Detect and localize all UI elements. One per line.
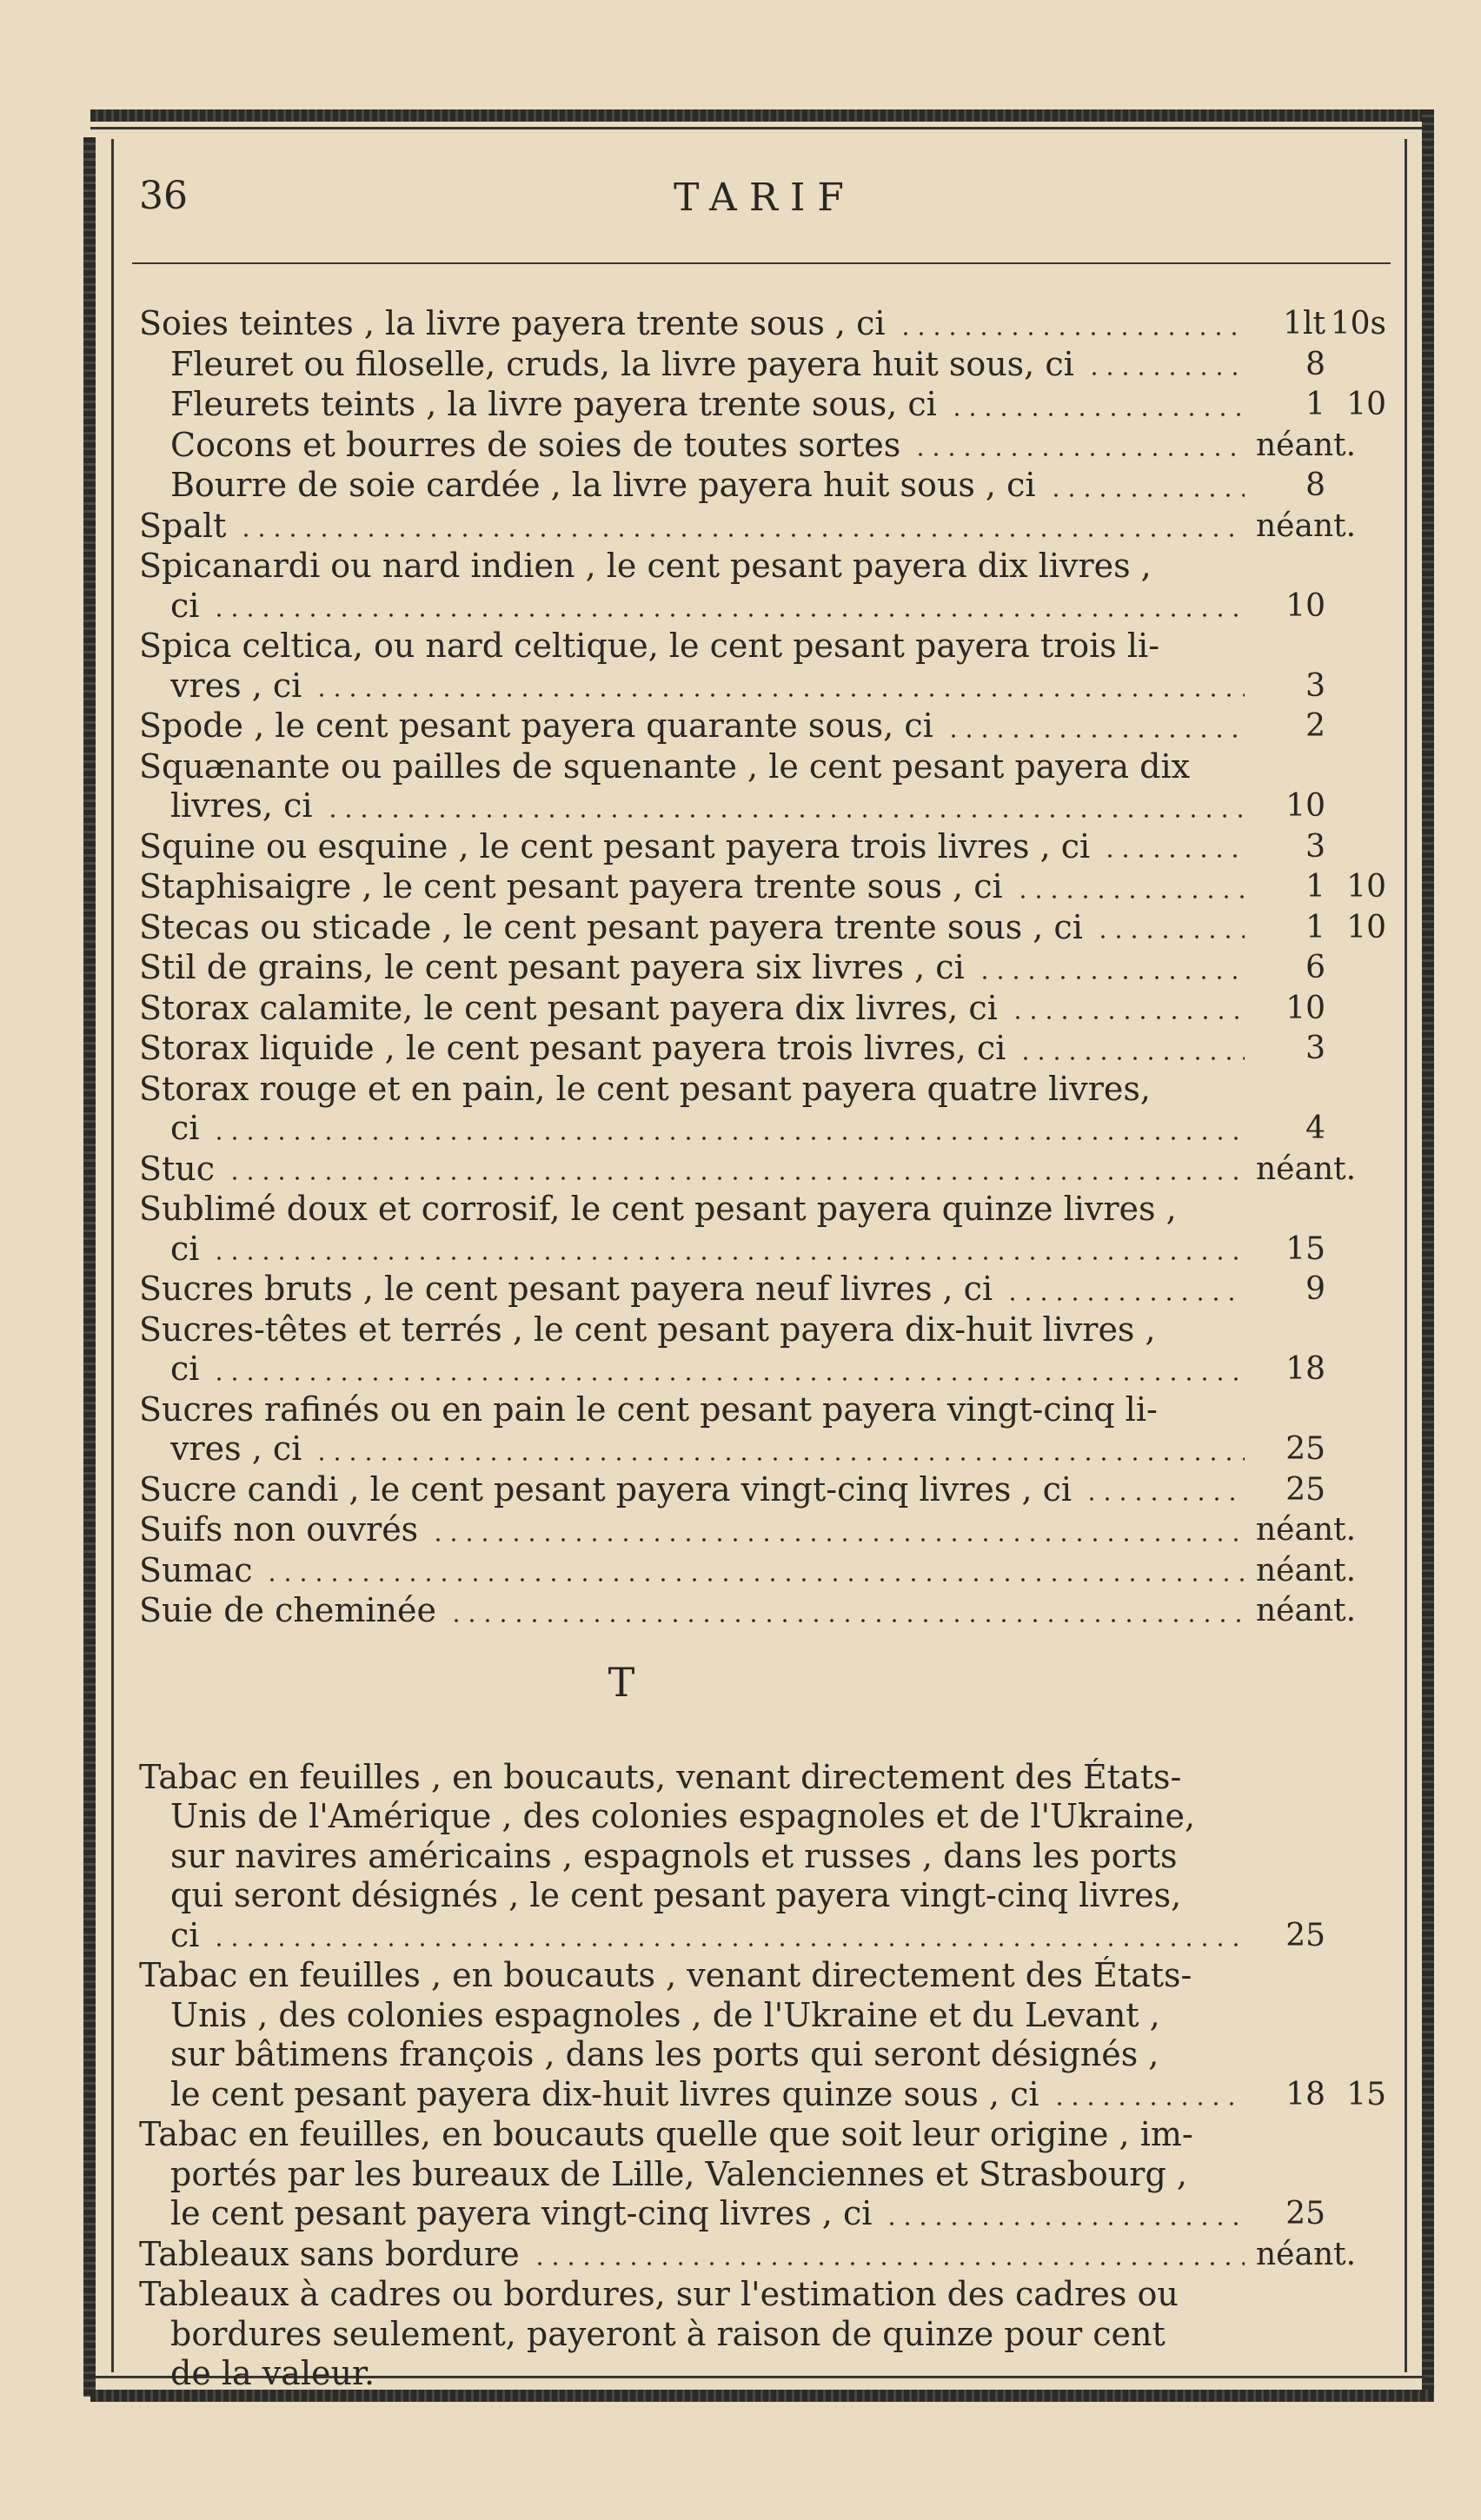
entry-line <box>139 2035 1391 2075</box>
entry-line <box>139 706 1391 746</box>
tariff-entry <box>139 1758 1391 1956</box>
entry-line <box>139 507 1391 547</box>
entry-text: Suifs non ouvrés <box>139 1510 419 1548</box>
rate-livres: 25 <box>1285 1471 1325 1508</box>
tariff-entry <box>139 1510 1391 1550</box>
entry-line <box>139 666 1391 706</box>
tariff-entry <box>139 1390 1391 1469</box>
entry-text: ci <box>170 586 200 625</box>
entry-line <box>139 2354 1391 2394</box>
dot-leader <box>430 1538 1245 1542</box>
entry-rate <box>1256 2075 1395 2115</box>
entry-line <box>139 1270 1391 1310</box>
entry-text: Soies teintes , la livre payera trente sous , ci <box>139 304 886 342</box>
entry-text: vres , ci <box>170 666 302 705</box>
dot-leader <box>884 2222 1245 2225</box>
tariff-entry <box>139 345 1391 385</box>
entry-text: Sublimé doux et corrosif, le cent pesant payera quinze livres , <box>139 1190 1177 1228</box>
dot-leader <box>1010 1016 1245 1019</box>
entry-text: Stuc <box>139 1149 216 1188</box>
entry-line <box>139 426 1391 466</box>
entry-line <box>139 1876 1391 1916</box>
entry-line <box>139 1109 1391 1149</box>
dot-leader <box>227 1177 1245 1180</box>
entry-text: Sucres-têtes et terrés , le cent pesant payera dix-huit livres , <box>139 1310 1156 1349</box>
entry-text: Unis , des colonies espagnoles , de l'Ukraine et du Levant , <box>170 1995 1160 2034</box>
entry-text: Suie de cheminée <box>139 1591 436 1629</box>
entry-text: Staphisaigre , le cent pesant payera trente sous , ci <box>139 867 1003 905</box>
rate-livres: 3 <box>1305 828 1325 865</box>
tariff-entries <box>139 304 1391 2395</box>
dot-leader <box>211 1377 1245 1381</box>
tariff-entry <box>139 2235 1391 2275</box>
tariff-entry <box>139 1270 1391 1310</box>
rate-livres: 9 <box>1305 1271 1325 1307</box>
entry-rate <box>1256 948 1395 988</box>
entry-line <box>139 1956 1391 1996</box>
rate-sous: 10 <box>1346 869 1386 905</box>
entry-rate <box>1256 908 1395 948</box>
entry-line <box>139 547 1391 587</box>
entry-text: Sucres rafinés ou en pain le cent pesant payera vingt-cinq li- <box>139 1389 1158 1429</box>
entry-text: sur navires américains , espagnols et russes , dans les ports <box>170 1836 1178 1875</box>
entry-text: portés par les bureaux de Lille, Valenciennes et Strasbourg , <box>170 2154 1187 2193</box>
dot-leader <box>949 413 1245 416</box>
entry-rate <box>1256 706 1395 746</box>
tariff-entry <box>139 1029 1391 1069</box>
entry-line <box>139 1150 1391 1190</box>
entry-rate <box>1256 2235 1395 2275</box>
border-rule-right-inner <box>1405 139 1407 2372</box>
entry-line <box>139 989 1391 1029</box>
entry-text: de la valeur. <box>170 2354 375 2392</box>
tariff-entry <box>139 2115 1391 2234</box>
entry-line <box>139 1350 1391 1389</box>
entry-rate <box>1256 345 1395 385</box>
entry-text: Unis de l'Amérique , des colonies espagnoles et de l'Ukraine, <box>170 1797 1196 1835</box>
rate-livres: 8 <box>1305 468 1325 503</box>
dot-leader <box>898 332 1245 335</box>
entry-rate <box>1256 1270 1395 1310</box>
entry-text: livres, ci <box>170 786 313 825</box>
entry-line <box>139 627 1391 666</box>
entry-line <box>139 1916 1391 1956</box>
entry-rate <box>1256 666 1395 706</box>
entry-rate <box>1256 1470 1395 1510</box>
dot-leader <box>238 534 1245 537</box>
dot-leader <box>211 1257 1245 1260</box>
entry-line <box>139 587 1391 627</box>
rate-livres: 3 <box>1305 1031 1325 1066</box>
tariff-entry <box>139 989 1391 1029</box>
entry-line <box>139 908 1391 948</box>
tariff-entry <box>139 1956 1391 2114</box>
entry-rate <box>1256 989 1395 1029</box>
entry-text: Spalt <box>139 506 227 545</box>
entry-text: Fleurets teints , la livre payera trente sous, ci <box>170 385 937 423</box>
entry-text: Bourre de soie cardée , la livre payera huit sous , ci <box>170 466 1036 504</box>
tariff-entry <box>139 547 1391 626</box>
rate-livres: 18 <box>1285 1351 1325 1387</box>
tariff-entry <box>139 827 1391 867</box>
dot-leader <box>1084 1497 1245 1501</box>
dot-leader <box>1048 494 1245 497</box>
rate-livres: 3 <box>1305 667 1325 704</box>
entry-text: qui seront désignés , le cent pesant payera vingt-cinq livres, <box>170 1876 1182 1914</box>
entry-text: le cent pesant payera vingt-cinq livres , ci <box>170 2194 873 2232</box>
tariff-entry <box>139 304 1391 344</box>
entry-rate <box>1256 587 1395 627</box>
entry-line <box>139 466 1391 506</box>
entry-text: sur bâtimens françois , dans les ports qui seront désignés , <box>170 2035 1159 2073</box>
section-letter-heading: T <box>608 1658 635 1706</box>
tariff-entry <box>139 948 1391 988</box>
entry-rate <box>1256 426 1395 466</box>
dot-leader <box>448 1619 1245 1622</box>
entry-text: Fleuret ou filoselle, cruds, la livre payera huit sous, ci <box>170 344 1074 383</box>
tariff-entry <box>139 385 1391 425</box>
tariff-entry <box>139 867 1391 907</box>
entry-line <box>139 1510 1391 1550</box>
rate-livres: 10 <box>1285 788 1325 824</box>
dot-leader <box>1015 895 1245 899</box>
entry-line <box>139 1230 1391 1270</box>
entry-line <box>139 827 1391 867</box>
entry-line <box>139 2115 1391 2155</box>
rate-livres: 25 <box>1285 2196 1325 2232</box>
dot-leader <box>211 1137 1245 1140</box>
entry-line <box>139 1029 1391 1069</box>
ornamental-border-top <box>90 109 1434 122</box>
rate-sous: 15 <box>1346 2076 1386 2112</box>
border-rule-left-inner <box>111 139 114 2372</box>
entry-line <box>139 1551 1391 1591</box>
entry-line <box>139 385 1391 425</box>
dot-leader <box>211 1943 1245 1946</box>
rate-livres: néant. <box>1256 427 1357 463</box>
entry-rate <box>1256 1350 1395 1389</box>
entry-line <box>139 786 1391 826</box>
tariff-entry <box>139 1591 1391 1631</box>
tariff-entry <box>139 466 1391 506</box>
entry-line <box>139 2194 1391 2234</box>
rate-livres: 1 <box>1305 387 1325 422</box>
dot-leader <box>977 976 1245 979</box>
entry-line <box>139 2155 1391 2195</box>
dot-leader <box>1005 1297 1245 1301</box>
entry-rate <box>1256 786 1395 826</box>
border-rule-top-inner <box>90 127 1434 129</box>
tariff-entry <box>139 1150 1391 1190</box>
rate-livres: 6 <box>1305 950 1325 985</box>
entry-text: le cent pesant payera dix-huit livres quinze sous , ci <box>170 2074 1039 2113</box>
entry-text: Cocons et bourres de soies de toutes sortes <box>170 425 901 464</box>
entry-rate <box>1256 1029 1395 1069</box>
entry-line <box>139 2275 1391 2315</box>
entry-text: vres , ci <box>170 1429 302 1468</box>
dot-leader <box>1095 935 1245 938</box>
rate-livres: 18 <box>1285 2076 1325 2112</box>
entry-line <box>139 1758 1391 1798</box>
rate-sous: 10 <box>1346 387 1386 422</box>
rate-livres: 8 <box>1305 346 1325 382</box>
entry-line <box>139 1797 1391 1837</box>
entry-text: Sucre candi , le cent pesant payera vingt-cinq livres , ci <box>139 1469 1073 1509</box>
entry-text: Tabac en feuilles , en boucauts , venant directement des États- <box>139 1956 1192 1994</box>
entry-rate <box>1256 1429 1395 1469</box>
entry-text: Tabac en feuilles , en boucauts, venant directement des États- <box>139 1757 1182 1796</box>
tariff-entry <box>139 627 1391 706</box>
entry-text: Squine ou esquine , le cent pesant payera trois livres , ci <box>139 826 1091 865</box>
dot-leader <box>1052 2102 1245 2106</box>
entry-text: ci <box>170 1915 200 1954</box>
entry-rate <box>1256 1230 1395 1270</box>
entry-line <box>139 1429 1391 1469</box>
entry-line <box>139 1996 1391 2036</box>
entry-line <box>139 1470 1391 1510</box>
tariff-entry <box>139 1470 1391 1510</box>
rate-sous: 10 <box>1346 909 1386 945</box>
tariff-entry <box>139 1551 1391 1591</box>
entry-text: Storax calamite, le cent pesant payera dix livres, ci <box>139 988 998 1027</box>
entry-line <box>139 1591 1391 1631</box>
tariff-entry <box>139 908 1391 948</box>
entry-text: bordures seulement, payeront à raison de quinze pour cent <box>170 2314 1166 2353</box>
entry-line <box>139 2235 1391 2275</box>
dot-leader <box>314 1457 1245 1461</box>
dot-leader <box>314 693 1245 697</box>
rate-livres: 25 <box>1285 1917 1325 1953</box>
entry-text: Sumac <box>139 1550 253 1589</box>
dot-leader <box>211 613 1245 617</box>
rate-livres: 10 <box>1285 990 1325 1026</box>
entry-line <box>139 345 1391 385</box>
tariff-entry <box>139 1310 1391 1389</box>
rate-livres: néant. <box>1256 1512 1357 1548</box>
entry-line <box>139 2315 1391 2355</box>
entry-rate <box>1256 1510 1395 1550</box>
dot-leader <box>1018 1057 1245 1060</box>
entry-line <box>139 1190 1391 1230</box>
entry-text: Spode , le cent pesant payera quarante sous, ci <box>139 706 933 745</box>
entry-text: Tableaux sans bordure <box>139 2234 520 2273</box>
entry-line <box>139 1310 1391 1350</box>
ornamental-border-right <box>1422 109 1434 2395</box>
rate-livres: 1 <box>1305 909 1325 945</box>
entry-line <box>139 1070 1391 1110</box>
entry-rate <box>1256 507 1395 547</box>
tariff-entry <box>139 1190 1391 1269</box>
tariff-entry <box>139 747 1391 826</box>
entry-line <box>139 948 1391 988</box>
entry-rate <box>1256 1591 1395 1631</box>
dot-leader <box>913 453 1245 456</box>
tariff-entry <box>139 1070 1391 1149</box>
page-number: 36 <box>139 174 188 218</box>
entry-text: Squænante ou pailles de squenante , le cent pesant payera dix <box>139 746 1191 786</box>
rate-sous: 10s <box>1330 306 1386 342</box>
entry-rate <box>1256 1916 1395 1956</box>
entry-text: Stecas ou sticade , le cent pesant payera trente sous , ci <box>139 907 1083 946</box>
entry-text: Spica celtica, ou nard celtique, le cent pesant payera trois li- <box>139 627 1160 665</box>
entry-text: Storax liquide , le cent pesant payera trois livres, ci <box>139 1029 1006 1067</box>
rate-livres: 10 <box>1285 587 1325 624</box>
tariff-entry <box>139 507 1391 547</box>
entry-rate <box>1256 827 1395 867</box>
entry-line <box>139 304 1391 344</box>
entry-rate <box>1256 2194 1395 2234</box>
dot-leader <box>1086 372 1245 375</box>
dot-leader <box>325 814 1245 818</box>
entry-text: Stil de grains, le cent pesant payera six livres , ci <box>139 948 965 986</box>
rate-livres: néant. <box>1256 2236 1357 2272</box>
rate-livres: néant. <box>1256 1552 1357 1588</box>
dot-leader <box>264 1578 1245 1582</box>
entry-line <box>139 747 1391 787</box>
entry-line <box>139 2075 1391 2115</box>
entry-rate <box>1256 1150 1395 1190</box>
entry-text: Tableaux à cadres ou bordures, sur l'estimation des cadres ou <box>139 2275 1179 2313</box>
dot-leader <box>1102 854 1245 858</box>
entry-rate <box>1256 466 1395 506</box>
page-header <box>139 174 1391 235</box>
header-rule <box>132 262 1391 264</box>
rate-livres: 1lt <box>1283 306 1325 342</box>
entry-text: Storax rouge et en pain, le cent pesant payera quatre livres, <box>139 1069 1151 1108</box>
ornamental-border-left <box>83 137 96 2397</box>
tariff-entry <box>139 426 1391 466</box>
rate-livres: 2 <box>1305 708 1325 744</box>
rate-livres: 25 <box>1285 1431 1325 1467</box>
entry-rate <box>1256 385 1395 425</box>
rate-livres: néant. <box>1256 507 1357 544</box>
entry-rate <box>1256 304 1395 344</box>
dot-leader <box>946 734 1245 738</box>
tariff-entry <box>139 706 1391 746</box>
entry-text: Spicanardi ou nard indien , le cent pesant payera dix livres , <box>139 547 1152 585</box>
dot-leader <box>532 2262 1245 2265</box>
rate-livres: néant. <box>1256 1593 1357 1628</box>
rate-livres: 4 <box>1305 1111 1325 1146</box>
tariff-entry <box>139 2275 1391 2394</box>
entry-rate <box>1256 1551 1395 1591</box>
rate-livres: 1 <box>1305 869 1325 905</box>
entry-text: ci <box>170 1350 200 1388</box>
entry-line <box>139 867 1391 907</box>
entry-line <box>139 1837 1391 1877</box>
entry-text: Tabac en feuilles, en boucauts quelle que soit leur origine , im- <box>139 2115 1193 2153</box>
entry-line <box>139 1390 1391 1430</box>
running-title: TARIF <box>674 176 856 220</box>
rate-livres: 15 <box>1285 1230 1325 1267</box>
entry-text: Sucres bruts , le cent pesant payera neuf livres , ci <box>139 1270 993 1308</box>
entry-rate <box>1256 867 1395 907</box>
rate-livres: néant. <box>1256 1151 1357 1187</box>
entry-text: ci <box>170 1109 200 1147</box>
entry-text: ci <box>170 1229 200 1268</box>
entry-rate <box>1256 1109 1395 1149</box>
